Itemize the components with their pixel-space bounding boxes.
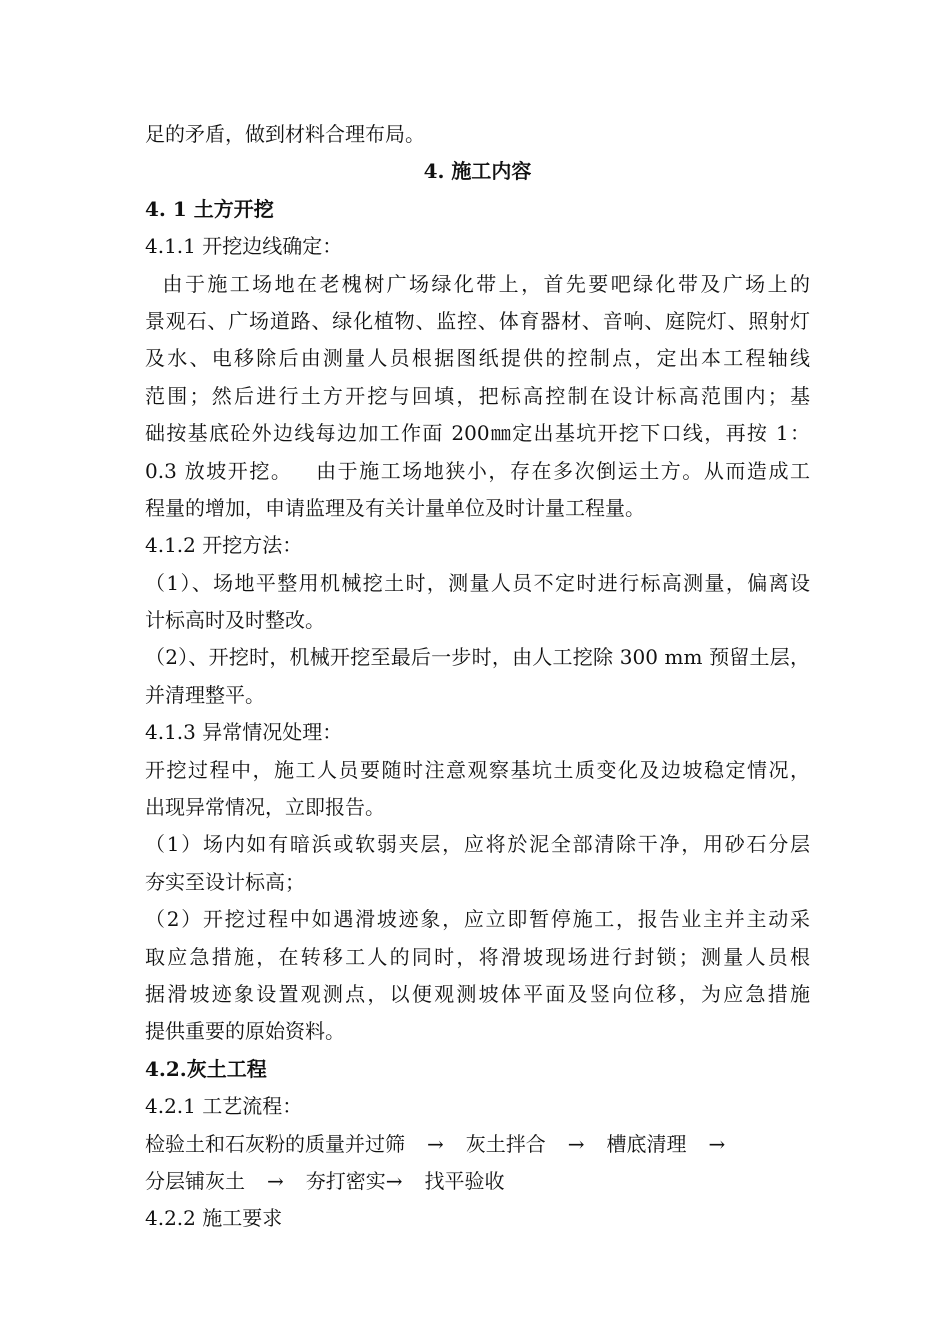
arrow-right-icon: → (267, 1168, 284, 1193)
subsection-heading: 4. 1 土方开挖 (145, 196, 274, 221)
paragraph-line: 景观石、广场道路、绿化植物、监控、体育器材、音响、庭院灯、照射灯 (145, 308, 810, 333)
arrow-right-icon: → (385, 1168, 403, 1193)
arrow-right-icon: → (427, 1131, 444, 1156)
flow-step: 找平验收 (424, 1168, 505, 1193)
subsection-heading: 4.2.灰土工程 (145, 1056, 267, 1081)
paragraph-line: 程量的增加，申请监理及有关计量单位及时计量工程量。 (145, 495, 645, 520)
paragraph-line: 据滑坡迹象设置观测点，以便观测坡体平面及竖向位移，为应急措施 (145, 981, 810, 1006)
document-body (145, 116, 810, 1238)
paragraph-line: 取应急措施，在转移工人的同时，将滑坡现场进行封锁；测量人员根 (145, 944, 810, 969)
flow-step: 检验土和石灰粉的质量并过筛 (145, 1131, 405, 1156)
section-heading: 4. 施工内容 (423, 159, 532, 184)
clause-heading: 4.1.1 开挖边线确定： (145, 234, 343, 259)
flow-step: 分层铺灰土 (145, 1168, 245, 1193)
paragraph-line: 并清理整平。 (145, 682, 265, 707)
paragraph-line: （2）、开挖时，机械开挖至最后一步时，由人工挖除 300 mm 预留土层， (145, 645, 810, 670)
paragraph-line: 及水、电移除后由测量人员根据图纸提供的控制点，定出本工程轴线 (145, 346, 810, 371)
paragraph-line: 范围；然后进行土方开挖与回填，把标高控制在设计标高范围内；基 (145, 383, 810, 408)
clause-heading: 4.2.2 施工要求 (145, 1206, 283, 1231)
arrow-right-icon: → (708, 1131, 726, 1156)
arrow-right-icon: → (567, 1131, 585, 1156)
flow-step: 灰土拌合 (465, 1131, 546, 1156)
paragraph-line: 计标高时及时整改。 (145, 608, 325, 633)
flow-step: 槽底清理 (606, 1131, 687, 1156)
paragraph-line: 由于施工场地在老槐树广场绿化带上，首先要吧绿化带及广场上的 (145, 271, 810, 296)
paragraph-line: 础按基底砼外边线每边加工作面 200㎜定出基坑开挖下口线，再按 1： (145, 421, 810, 446)
clause-heading: 4.1.3 异常情况处理： (145, 720, 343, 745)
paragraph-line: 出现异常情况，立即报告。 (145, 795, 385, 820)
paragraph-line: 提供重要的原始资料。 (145, 1019, 345, 1044)
paragraph-line: （1）场内如有暗浜或软弱夹层，应将於泥全部清除干净，用砂石分层 (145, 832, 810, 857)
paragraph-line: 开挖过程中，施工人员要随时注意观察基坑土质变化及边坡稳定情况， (145, 757, 810, 782)
flow-step: 夯打密实 (305, 1168, 386, 1193)
paragraph-line: 0.3 放坡开挖。 由于施工场地狭小，存在多次倒运土方。从而造成工 (145, 458, 810, 483)
paragraph-line: （1）、场地平整用机械挖土时，测量人员不定时进行标高测量，偏离设 (145, 570, 810, 595)
paragraph-line: （2）开挖过程中如遇滑坡迹象，应立即暂停施工，报告业主并主动采 (145, 907, 810, 932)
paragraph-line: 足的矛盾，做到材料合理布局。 (145, 122, 425, 146)
clause-heading: 4.1.2 开挖方法： (145, 533, 303, 558)
process-flow-line-1 (145, 1126, 810, 1163)
clause-heading: 4.2.1 工艺流程： (145, 1094, 303, 1119)
paragraph-line: 夯实至设计标高； (145, 869, 305, 894)
process-flow-line-2 (145, 1163, 810, 1200)
